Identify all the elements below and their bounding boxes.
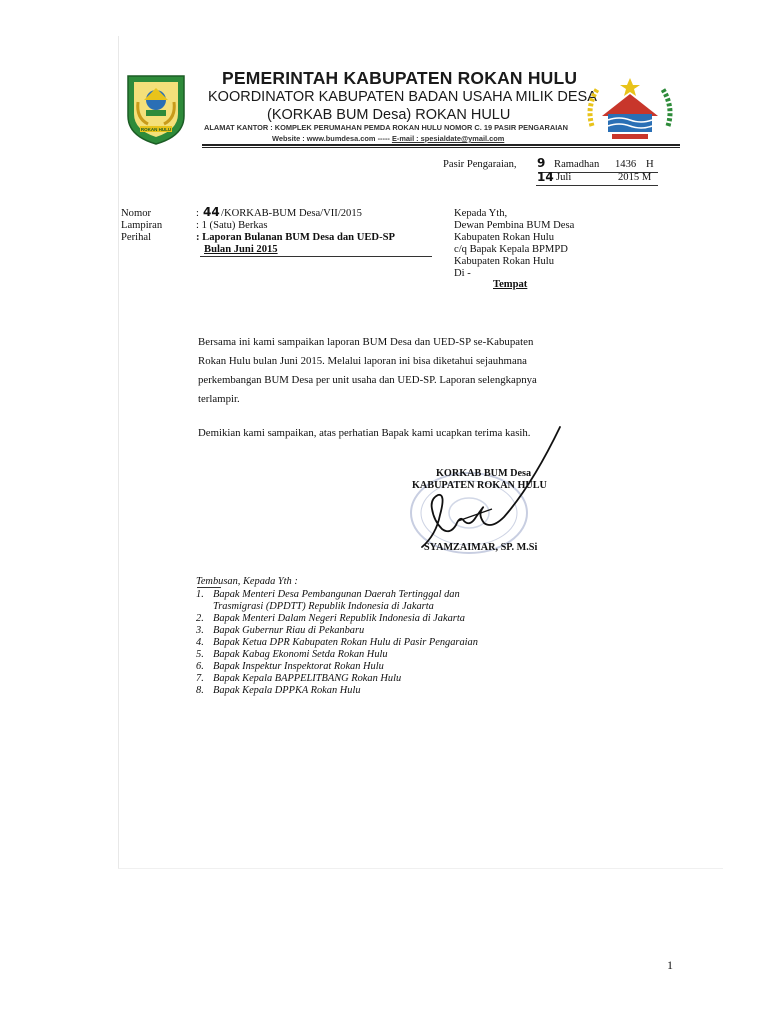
- body-p1-line2: Rokan Hulu bulan Juni 2015. Melalui laporan ini bisa diketahui sejauhmana: [198, 355, 527, 367]
- date-month: Juli: [556, 172, 572, 183]
- handwritten-signature: [412, 425, 562, 555]
- bumdes-logo: [584, 76, 676, 144]
- letterhead-subtitle: KOORDINATOR KABUPATEN BADAN USAHA MILIK DESA: [208, 89, 597, 105]
- hijri-suffix: H: [646, 159, 654, 170]
- recipient-line4: c/q Bapak Kepala BPMPD: [454, 244, 568, 255]
- page-number: 1: [667, 958, 673, 972]
- letterhead-address: ALAMAT KANTOR : KOMPLEK PERUMAHAN PEMDA ROKAN HULU NOMOR C. 19 PASIR PENGARAIAN: [204, 123, 568, 132]
- body-p1-line3: perkembangan BUM Desa per unit usaha dan UED-SP. Laporan selengkapnya: [198, 374, 537, 386]
- recipient-place: Tempat: [493, 279, 528, 290]
- hijri-month: Ramadhan: [554, 159, 600, 170]
- perihal-label: Perihal: [121, 232, 152, 243]
- letterhead-org-short: (KORKAB BUM Desa) ROKAN HULU: [267, 107, 511, 123]
- cc-item-num: 7.: [196, 673, 204, 684]
- cc-item-text: Bapak Kabag Ekonomi Setda Rokan Hulu: [213, 649, 388, 660]
- cc-item-num: 5.: [196, 649, 204, 660]
- cc-item-num: 2.: [196, 613, 204, 624]
- perihal-line2: Bulan Juni 2015: [204, 244, 278, 255]
- cc-item-text: Bapak Menteri Desa Pembangunan Daerah Tertinggal dan: [213, 589, 460, 600]
- cc-item-num: 8.: [196, 685, 204, 696]
- nomor-number-handwritten: 44: [203, 205, 220, 219]
- body-p1-line4: terlampir.: [198, 393, 240, 405]
- recipient-line5: Kabupaten Rokan Hulu: [454, 256, 555, 267]
- contact-separator: -----: [377, 134, 390, 143]
- recipient-line2: Dewan Pembina BUM Desa: [454, 220, 575, 231]
- logo-banner-text: ROKAN HULU: [140, 127, 172, 132]
- signature-org1: KORKAB BUM Desa: [436, 468, 532, 479]
- lampiran-label: Lampiran: [121, 220, 163, 231]
- cc-item-text-cont: Trasmigrasi (DPDTT) Republik Indonesia di Jakarta: [213, 601, 434, 612]
- website-label: Website : www.bumdesa.com: [272, 134, 376, 143]
- perihal-line1: : Laporan Bulanan BUM Desa dan UED-SP: [196, 232, 395, 243]
- nomor-label: Nomor: [121, 208, 152, 219]
- lampiran-value: : 1 (Satu) Berkas: [196, 220, 268, 231]
- nomor-colon: :: [196, 208, 199, 219]
- rokan-hulu-emblem-logo: [124, 72, 188, 146]
- signature-org2: KABUPATEN ROKAN HULU: [412, 480, 547, 491]
- cc-item-text: Bapak Kepala BAPPELITBANG Rokan Hulu: [213, 673, 402, 684]
- email-label: E-mail : spesialdate@ymail.com: [391, 134, 505, 143]
- recipient-line3: Kabupaten Rokan Hulu: [454, 232, 555, 243]
- cc-title: Tembusan, Kepada Yth :: [196, 576, 298, 587]
- signatory-name: SYAMZAIMAR, SP. M.Si: [424, 542, 538, 553]
- body-p1-line1: Bersama ini kami sampaikan laporan BUM Desa dan UED-SP se-Kabupaten: [198, 336, 534, 348]
- cc-item-num: 6.: [196, 661, 204, 672]
- recipient-greeting: Kepada Yth,: [454, 208, 508, 219]
- hijri-year: 1436: [615, 159, 637, 170]
- nomor-value: /KORKAB-BUM Desa/VII/2015: [221, 208, 362, 219]
- cc-item-num: 4.: [196, 637, 204, 648]
- cc-title-underline: [197, 587, 221, 588]
- letterhead-title: PEMERINTAH KABUPATEN ROKAN HULU: [222, 68, 578, 88]
- day-handwritten: 14: [537, 170, 554, 184]
- letterhead-contacts: [272, 134, 504, 143]
- date-underline-2: [536, 185, 658, 186]
- cc-item-text: Bapak Gubernur Riau di Pekanbaru: [213, 625, 365, 636]
- cc-item-num: 1.: [196, 589, 204, 600]
- letterhead-rule-thin: [202, 147, 680, 148]
- cc-item-text: Bapak Kepala DPPKA Rokan Hulu: [213, 685, 361, 696]
- recipient-line6: Di -: [454, 268, 471, 279]
- body-p2: Demikian kami sampaikan, atas perhatian Bapak kami ucapkan terima kasih.: [198, 427, 531, 439]
- cc-item-text: Bapak Ketua DPR Kabupaten Rokan Hulu di Pasir Pengaraian: [213, 637, 478, 648]
- hijri-day-handwritten: 9: [537, 156, 546, 170]
- date-place: Pasir Pengaraian,: [443, 159, 517, 170]
- cc-item-text: Bapak Menteri Dalam Negeri Republik Indonesia di Jakarta: [213, 613, 465, 624]
- letterhead-rule-thick: [202, 144, 680, 146]
- cc-item-num: 3.: [196, 625, 204, 636]
- date-year: 2015 M: [618, 172, 652, 183]
- perihal-rule: [200, 256, 432, 257]
- cc-item-text: Bapak Inspektur Inspektorat Rokan Hulu: [213, 661, 384, 672]
